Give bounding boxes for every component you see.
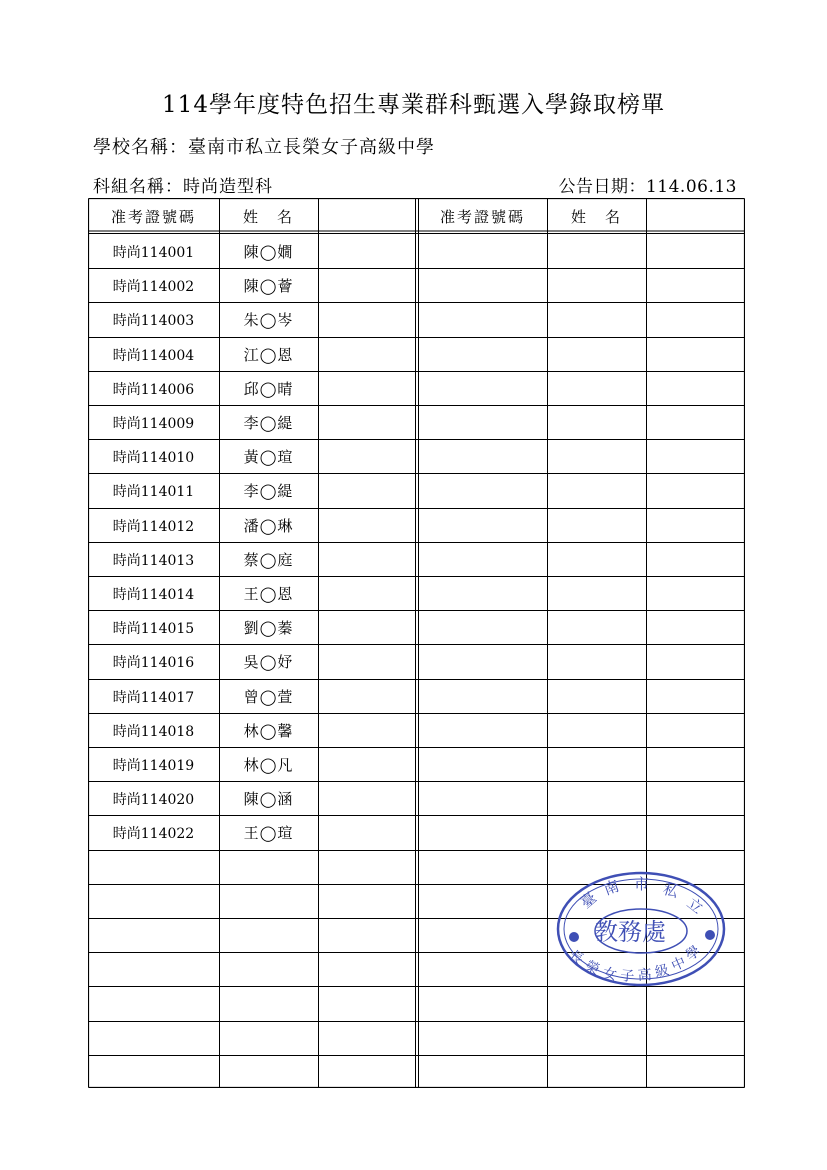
svg-text:學: 學 [682, 943, 704, 965]
exam-number-cell: 時尚114006 [112, 381, 195, 398]
seal-icon [554, 869, 728, 989]
exam-number-cell: 時尚114018 [112, 723, 195, 740]
announcement-date: 公告日期：114.06.13 [558, 177, 737, 197]
exam-number-cell: 時尚114019 [112, 758, 195, 774]
exam-number-cell: 時尚114015 [112, 621, 195, 638]
student-name-cell: 黃◯瑄 [243, 448, 294, 467]
student-name-cell: 林◯凡 [243, 756, 294, 774]
svg-text:教務處: 教務處 [594, 918, 666, 946]
student-name-cell: 邱◯晴 [243, 379, 294, 398]
student-name-cell: 江◯恩 [243, 345, 294, 364]
exam-number-cell: 時尚114003 [112, 313, 195, 330]
exam-number-cell: 時尚114004 [112, 347, 195, 364]
column-header: 姓 名 [570, 208, 622, 226]
exam-number-cell: 時尚114011 [112, 484, 195, 501]
student-name-cell: 陳◯涵 [243, 790, 294, 809]
school-name: 學校名稱：臺南市私立長榮女子高級中學 [93, 137, 435, 158]
exam-number-cell: 時尚114014 [112, 587, 195, 603]
svg-text:長: 長 [565, 947, 587, 969]
exam-number-cell: 時尚114020 [112, 792, 195, 809]
exam-number-cell: 時尚114013 [112, 552, 195, 569]
page-title: 114學年度特色招生專業群科甄選入學錄取榜單 [162, 92, 665, 118]
student-name-cell: 林◯馨 [243, 721, 294, 740]
svg-text:私: 私 [660, 879, 681, 902]
svg-text:立: 立 [683, 893, 707, 918]
student-name-cell: 吳◯妤 [243, 653, 294, 672]
exam-number-cell: 時尚114012 [112, 518, 195, 535]
svg-text:子: 子 [619, 968, 635, 985]
svg-text:榮: 榮 [582, 958, 602, 979]
svg-text:高: 高 [637, 967, 653, 984]
column-header: 准考證號碼 [110, 208, 196, 226]
student-name-cell: 朱◯岑 [243, 311, 294, 330]
student-name-cell: 王◯瑄 [243, 824, 294, 843]
student-name-cell: 潘◯琳 [243, 516, 294, 535]
department-name: 科組名稱：時尚造型科 [93, 177, 273, 197]
svg-text:中: 中 [669, 954, 689, 975]
column-header: 准考證號碼 [439, 208, 525, 226]
svg-text:市: 市 [634, 875, 650, 893]
student-name-cell: 李◯緹 [243, 482, 294, 501]
svg-text:臺: 臺 [577, 888, 601, 913]
exam-number-cell: 時尚114016 [112, 655, 195, 672]
student-name-cell: 陳◯嫺 [243, 243, 294, 261]
student-name-cell: 王◯恩 [243, 585, 294, 603]
exam-number-cell: 時尚114022 [112, 826, 195, 843]
exam-number-cell: 時尚114017 [112, 689, 195, 706]
column-header: 姓 名 [242, 208, 294, 226]
student-name-cell: 劉◯蓁 [243, 619, 294, 638]
exam-number-cell: 時尚114001 [112, 245, 195, 261]
svg-text:女: 女 [601, 965, 619, 984]
svg-text:南: 南 [601, 876, 622, 899]
exam-number-cell: 時尚114010 [112, 450, 195, 467]
exam-number-cell: 時尚114002 [112, 279, 195, 296]
student-name-cell: 蔡◯庭 [243, 550, 294, 569]
student-name-cell: 李◯緹 [243, 414, 294, 432]
exam-number-cell: 時尚114009 [112, 416, 195, 432]
student-name-cell: 陳◯薈 [243, 277, 294, 296]
student-name-cell: 曾◯萱 [243, 687, 294, 706]
office-seal [554, 869, 728, 989]
svg-text:級: 級 [653, 962, 671, 981]
